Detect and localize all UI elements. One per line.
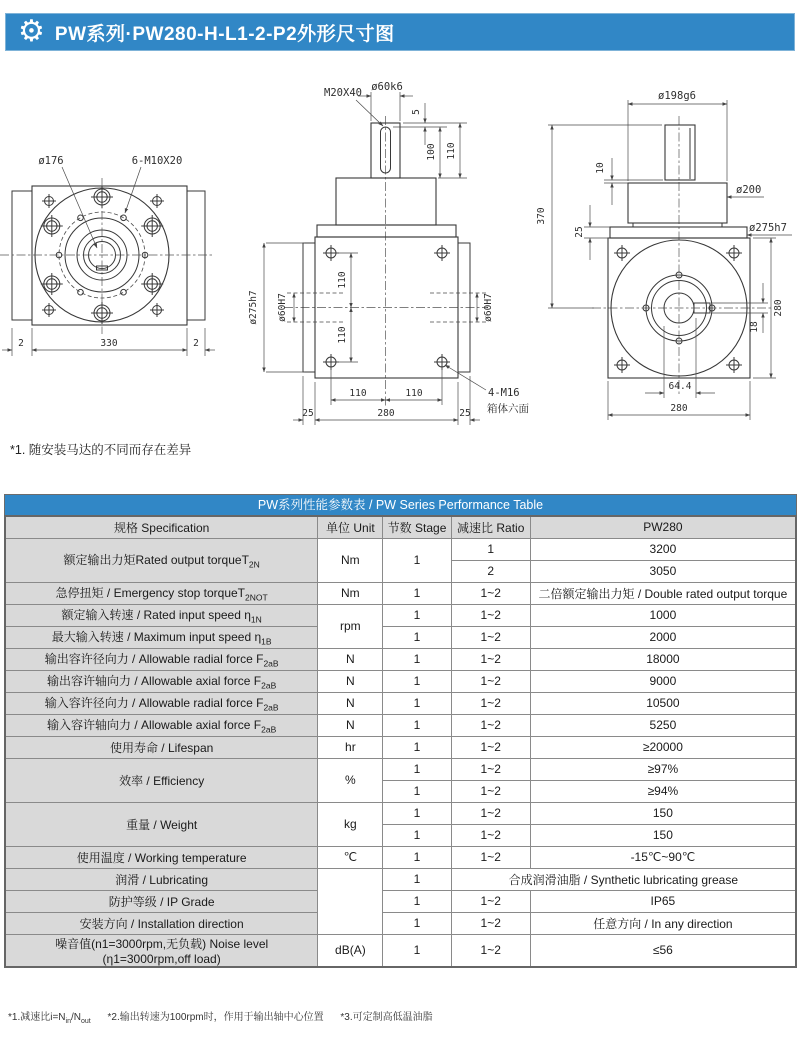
dim-25-right: 25: [459, 408, 471, 419]
ratio-cell: 1~2: [451, 648, 530, 670]
table-row: [5, 626, 796, 648]
stage-cell: 1: [383, 736, 451, 758]
table-row: [5, 582, 796, 604]
ratio-cell: 1~2: [451, 846, 530, 868]
unit-cell: N: [318, 670, 383, 692]
value-cell: 任意方向 / In any direction: [530, 912, 796, 934]
dim-2-right: 2: [193, 338, 199, 349]
value-cell: -15℃~90℃: [530, 846, 796, 868]
ratio-cell: 1~2: [451, 692, 530, 714]
dim-370: 370: [536, 207, 547, 225]
ratio-cell: 1: [451, 538, 530, 560]
dim-25-plate: 25: [574, 226, 585, 238]
unit-cell: [318, 868, 383, 934]
value-cell: ≥94%: [530, 780, 796, 802]
ratio-cell: 1~2: [451, 912, 530, 934]
stage-cell: 1: [383, 648, 451, 670]
table-row: [5, 846, 796, 868]
ratio-cell: 1~2: [451, 604, 530, 626]
dim-25-left: 25: [302, 408, 314, 419]
dim-5: 5: [411, 109, 422, 115]
stage-cell: 1: [383, 670, 451, 692]
dim-label-m20x40: M20X40: [324, 87, 362, 99]
value-cell: 10500: [530, 692, 796, 714]
value-cell: 2000: [530, 626, 796, 648]
spec-cell: 噪音值(n1=3000rpm,无负载) Noise level (η1=3000rpm,off load): [5, 934, 318, 967]
stage-cell: 1: [383, 626, 451, 648]
table-row: [5, 890, 796, 912]
dim-label-o275h7-mid: ø275h7: [248, 290, 259, 325]
stage-cell: 1: [383, 692, 451, 714]
dim-110-h2: 110: [405, 388, 423, 399]
stage-cell: 1: [383, 934, 451, 967]
table-header-row: [5, 516, 796, 538]
ratio-cell: 1~2: [451, 780, 530, 802]
table-row: [5, 648, 796, 670]
ratio-cell: 1~2: [451, 626, 530, 648]
dim-280-bottom: 280: [670, 403, 688, 414]
stage-cell: 1: [383, 604, 451, 626]
dim-110-shaft: 110: [446, 142, 457, 160]
unit-cell: rpm: [318, 604, 383, 648]
spec-cell: 急停扭矩 / Emergency stop torqueT$_{2NOT}$: [5, 582, 318, 604]
stage-cell: 1: [383, 868, 451, 890]
dim-label-4-m16: 4-M16: [488, 387, 520, 399]
value-cell: ≥20000: [530, 736, 796, 758]
unit-cell: Nm: [318, 582, 383, 604]
footnote-2: *2.输出转速为100rpm时，作用于输出轴中心位置: [107, 1012, 324, 1023]
value-cell: ≤56: [530, 934, 796, 967]
ratio-cell: 1~2: [451, 934, 530, 967]
unit-cell: N: [318, 714, 383, 736]
table-row: [5, 736, 796, 758]
spec-cell: 额定输出力矩Rated output torqueT$_{2N}$: [5, 538, 318, 582]
table-row: [5, 538, 796, 560]
dim-110-v1: 110: [337, 271, 348, 289]
stage-cell: 1: [383, 824, 451, 846]
value-cell: 1000: [530, 604, 796, 626]
spec-cell: 安装方向 / Installation direction: [5, 912, 318, 934]
unit-cell: kg: [318, 802, 383, 846]
col-header-unit: 单位 Unit: [318, 516, 383, 538]
table-row: [5, 758, 796, 780]
spec-cell: 最大输入转速 / Maximum input speed $\eta_{1B}$: [5, 626, 318, 648]
unit-cell: dB(A): [318, 934, 383, 967]
footnote-1: *1.减速比$i=N_{in}/N_{out}$: [8, 1012, 91, 1025]
footnotes: [8, 1008, 433, 1025]
unit-cell: ℃: [318, 846, 383, 868]
spec-cell: 效率 / Efficiency: [5, 758, 318, 802]
unit-cell: %: [318, 758, 383, 802]
unit-cell: hr: [318, 736, 383, 758]
value-cell: 合成润滑油脂 / Synthetic lubricating grease: [451, 868, 796, 890]
dim-280-mid: 280: [377, 408, 395, 419]
right-view-drawing: [536, 90, 792, 420]
unit-cell: N: [318, 648, 383, 670]
unit-cell: N: [318, 692, 383, 714]
unit-cell: Nm: [318, 538, 383, 582]
dim-label-6-m10x20: 6-M10X20: [131, 155, 183, 167]
dim-110-v2: 110: [337, 326, 348, 344]
stage-cell: 1: [383, 714, 451, 736]
dim-label-o198g6: ø198g6: [658, 90, 696, 102]
dimension-drawings: [0, 55, 800, 485]
value-cell: 5250: [530, 714, 796, 736]
dim-label-d176: ø176: [38, 155, 64, 167]
col-header-ratio: 减速比 Ratio: [451, 516, 530, 538]
table-row: [5, 934, 796, 967]
ratio-cell: 1~2: [451, 758, 530, 780]
dim-label-o200: ø200: [736, 184, 762, 196]
value-cell: IP65: [530, 890, 796, 912]
table-title: PW系列性能参数表 / PW Series Performance Table: [4, 494, 797, 515]
performance-table-section: [4, 494, 797, 968]
value-cell: 18000: [530, 648, 796, 670]
value-cell: 9000: [530, 670, 796, 692]
dim-100: 100: [426, 143, 437, 161]
table-row: [5, 912, 796, 934]
spec-cell: 重量 / Weight: [5, 802, 318, 846]
dim-label-o60h7-left: ø60H7: [277, 293, 288, 322]
dim-64-4: 64.4: [668, 381, 692, 392]
dim-2-left: 2: [18, 338, 24, 349]
stage-cell: 1: [383, 912, 451, 934]
dim-label-o275h7-right: ø275h7: [749, 222, 787, 234]
value-cell: 150: [530, 824, 796, 846]
gear-icon: ⚙: [18, 15, 45, 48]
col-header-model: PW280: [530, 516, 796, 538]
stage-cell: 1: [383, 890, 451, 912]
value-cell: 150: [530, 802, 796, 824]
footnote-3: *3.可定制高低温油脂: [340, 1012, 433, 1023]
stage-cell: 1: [383, 538, 451, 582]
drawing-note: *1. 随安装马达的不同而存在差异: [10, 443, 192, 457]
table-row: [5, 692, 796, 714]
spec-cell: 防护等级 / IP Grade: [5, 890, 318, 912]
spec-cell: 输入容许径向力 / Allowable radial force $F_{2aB}$: [5, 692, 318, 714]
table-row: [5, 802, 796, 824]
dim-label-o60h7-right: ø60H7: [483, 293, 494, 322]
dim-label-o60k6: ø60k6: [371, 81, 403, 93]
stage-cell: 1: [383, 802, 451, 824]
table-row: [5, 714, 796, 736]
stage-cell: 1: [383, 846, 451, 868]
corner-holes: [42, 194, 164, 317]
spec-cell: 输出容许轴向力 / Allowable axial force $F_{2aB}$: [5, 670, 318, 692]
dim-18: 18: [749, 321, 760, 333]
dim-10: 10: [595, 162, 606, 174]
col-header-spec: 规格 Specification: [5, 516, 318, 538]
ratio-cell: 1~2: [451, 736, 530, 758]
middle-view-drawing: [248, 81, 529, 425]
spec-cell: 输入容许轴向力 / Allowable axial force $F_{2aB}$: [5, 714, 318, 736]
ratio-cell: 1~2: [451, 582, 530, 604]
value-cell: 3050: [530, 560, 796, 582]
page-header: [5, 13, 795, 51]
spec-cell: 输出容许径向力 / Allowable radial force $F_{2aB}$: [5, 648, 318, 670]
corner-holes-right: [614, 245, 742, 373]
ratio-cell: 1~2: [451, 890, 530, 912]
value-cell: ≥97%: [530, 758, 796, 780]
spec-cell: 使用温度 / Working temperature: [5, 846, 318, 868]
stage-cell: 1: [383, 758, 451, 780]
ratio-cell: 2: [451, 560, 530, 582]
value-cell: 3200: [530, 538, 796, 560]
spec-cell: 额定输入转速 / Rated input speed $\eta_{1N}$: [5, 604, 318, 626]
page-title: PW系列·PW280-H-L1-2-P2外形尺寸图: [54, 23, 395, 45]
col-header-stage: 节数 Stage: [383, 516, 451, 538]
ratio-cell: 1~2: [451, 802, 530, 824]
dim-label-housing-note: 箱体六面: [487, 403, 529, 415]
dim-280-right: 280: [773, 299, 784, 317]
table-row: [5, 868, 796, 890]
stage-cell: 1: [383, 780, 451, 802]
spec-cell: 使用寿命 / Lifespan: [5, 736, 318, 758]
table-row: [5, 670, 796, 692]
table-row: [5, 604, 796, 626]
performance-table: [4, 515, 797, 968]
ratio-cell: 1~2: [451, 714, 530, 736]
dim-110-h1: 110: [349, 388, 367, 399]
dim-330: 330: [100, 338, 118, 349]
ratio-cell: 1~2: [451, 824, 530, 846]
ratio-cell: 1~2: [451, 670, 530, 692]
stage-cell: 1: [383, 582, 451, 604]
left-view-drawing: [0, 155, 215, 356]
spec-cell: 润滑 / Lubricating: [5, 868, 318, 890]
value-cell: 二倍额定输出力矩 / Double rated output torque: [530, 582, 796, 604]
